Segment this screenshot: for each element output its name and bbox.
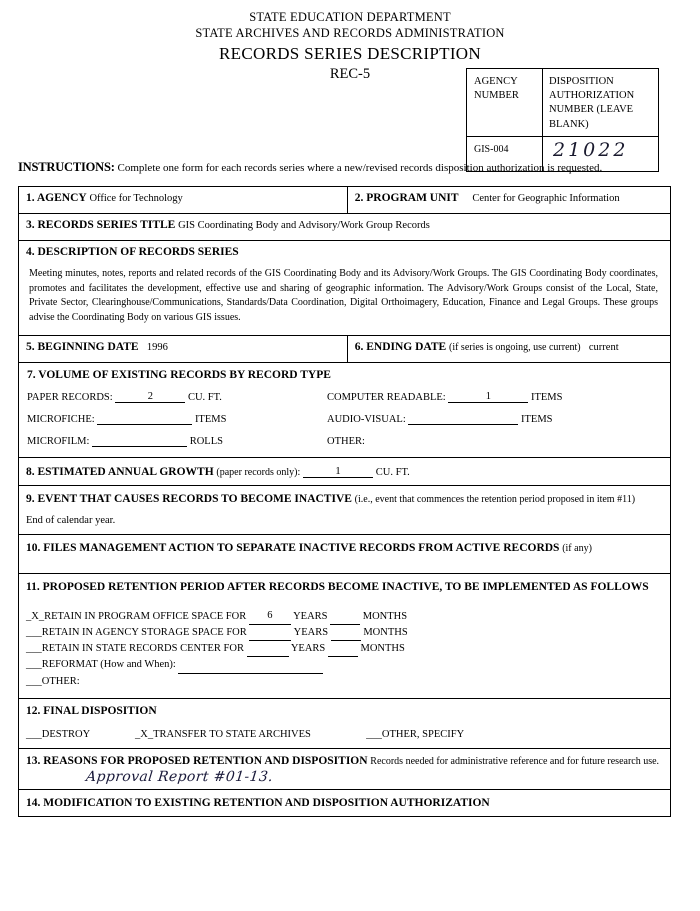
field-beginning-date[interactable] bbox=[19, 336, 348, 362]
option-text: RETAIN IN AGENCY STORAGE SPACE FOR bbox=[41, 626, 247, 638]
row-dates bbox=[19, 336, 670, 363]
agency-number-label: AGENCY NUMBER bbox=[467, 69, 543, 136]
computer-readable-value[interactable]: 1 bbox=[448, 391, 528, 403]
row-inactive-event bbox=[19, 486, 670, 535]
microfiche-unit: ITEMS bbox=[194, 414, 227, 425]
audio-visual-label: AUDIO-VISUAL: bbox=[327, 414, 406, 425]
field-program-unit[interactable] bbox=[348, 187, 670, 213]
item6-value: current bbox=[588, 342, 619, 353]
item2-label: 2. PROGRAM UNIT bbox=[354, 192, 459, 204]
option-text: RETAIN IN STATE RECORDS CENTER FOR bbox=[41, 643, 244, 655]
field-inactive-event[interactable] bbox=[19, 486, 670, 534]
volume-left bbox=[27, 436, 327, 447]
paper-records-unit: CU. FT. bbox=[187, 392, 222, 403]
other-volume-label: OTHER: bbox=[327, 436, 365, 447]
volume-right bbox=[327, 436, 662, 447]
option-years-unit: YEARS bbox=[290, 643, 326, 655]
instructions-text: Complete one form for each records series where a new/revised records disposition authorization is requested. bbox=[117, 162, 603, 174]
option-text: REFORMAT (How and When): bbox=[41, 659, 176, 671]
microfilm-label: MICROFILM: bbox=[27, 436, 90, 447]
item4-value: Meeting minutes, notes, reports and related records of the GIS Coordinating Body and its Advisory/Work Groups. The GIS Coordinating Body coordinates, promotes and facilitates the development, effective use and sharing of geographic information. The Advisory/Work Groups consist of the Local, State, Private Sector, Clearinghouse/Communications, Standards/Data Coordination, Digital Orthoimagery, Education, Finance and Legal Groups. These groups advise the Coordinating Body on various GIS issues. bbox=[29, 268, 658, 323]
option-years-unit: YEARS bbox=[293, 626, 329, 638]
item5-label: 5. BEGINNING DATE bbox=[26, 341, 139, 353]
retention-options bbox=[19, 596, 670, 698]
microfilm-value[interactable] bbox=[92, 446, 187, 447]
item13-label: 13. REASONS FOR PROPOSED RETENTION AND DISPOSITION bbox=[26, 754, 368, 767]
audio-visual-unit: ITEMS bbox=[521, 414, 553, 425]
option-mark[interactable]: _X_ bbox=[26, 610, 45, 622]
volume-left bbox=[27, 414, 327, 425]
other-disposition-mark[interactable]: ___ bbox=[366, 728, 382, 740]
agency-number-value: GIS-004 bbox=[467, 137, 543, 171]
retention-option[interactable] bbox=[26, 641, 662, 657]
item8-label: 8. ESTIMATED ANNUAL GROWTH bbox=[26, 466, 214, 478]
administration-line: STATE ARCHIVES AND RECORDS ADMINISTRATION bbox=[195, 26, 505, 40]
option-years-unit: YEARS bbox=[293, 610, 328, 622]
item13-value: Records needed for administrative reference and for future research use. bbox=[370, 755, 660, 767]
row-reasons bbox=[19, 749, 670, 790]
instructions bbox=[18, 160, 602, 175]
item6-label: 6. ENDING DATE bbox=[354, 341, 447, 353]
item10-label: 10. FILES MANAGEMENT ACTION TO SEPARATE INACTIVE RECORDS FROM ACTIVE RECORDS bbox=[26, 542, 560, 554]
disposition-number-value: 21022 bbox=[553, 138, 629, 161]
volume-row bbox=[27, 436, 662, 447]
item5-value: 1996 bbox=[146, 342, 168, 353]
volume-left bbox=[27, 391, 327, 403]
option-reformat-value[interactable] bbox=[178, 673, 323, 674]
item6-note: (if series is ongoing, use current) bbox=[448, 342, 581, 353]
option-years[interactable]: 6 bbox=[249, 608, 291, 625]
destroy-mark[interactable]: ___ bbox=[26, 728, 42, 740]
microfiche-value[interactable] bbox=[97, 424, 192, 425]
field-ending-date[interactable] bbox=[348, 336, 670, 362]
retention-option[interactable] bbox=[26, 657, 662, 673]
form-table bbox=[18, 186, 671, 817]
field-records-series-title[interactable] bbox=[19, 214, 670, 240]
field-agency[interactable] bbox=[19, 187, 348, 213]
item4-label-wrap bbox=[19, 241, 670, 258]
computer-readable-unit: ITEMS bbox=[530, 392, 563, 403]
volume-row bbox=[27, 391, 662, 403]
instructions-label: INSTRUCTIONS: bbox=[18, 160, 115, 174]
destroy-text: DESTROY bbox=[41, 728, 90, 740]
option-months-unit: MONTHS bbox=[362, 610, 408, 622]
item4-label: 4. DESCRIPTION OF RECORDS SERIES bbox=[26, 246, 239, 258]
field-description[interactable] bbox=[19, 241, 670, 335]
option-months-unit: MONTHS bbox=[363, 626, 408, 638]
field-modification[interactable] bbox=[19, 790, 670, 816]
item9-value: End of calendar year. bbox=[26, 515, 116, 526]
item11-label: 11. PROPOSED RETENTION PERIOD AFTER RECORDS BECOME INACTIVE, TO BE IMPLEMENTED AS FOLLOWS bbox=[26, 581, 649, 593]
item1-label: 1. AGENCY bbox=[26, 192, 87, 204]
item10-note: (if any) bbox=[562, 543, 592, 554]
item8-note: (paper records only): bbox=[216, 467, 301, 478]
department-line: STATE EDUCATION DEPARTMENT bbox=[249, 10, 451, 24]
disposition-number-label: DISPOSITION AUTHORIZATION NUMBER (LEAVE BLANK) bbox=[549, 76, 635, 130]
option-text: RETAIN IN PROGRAM OFFICE SPACE FOR bbox=[44, 610, 247, 622]
volume-row bbox=[27, 414, 662, 425]
microfilm-unit: ROLLS bbox=[189, 436, 223, 447]
row-files-management bbox=[19, 535, 670, 574]
item9-label: 9. EVENT THAT CAUSES RECORDS TO BECOME INACTIVE bbox=[26, 493, 352, 505]
item13-handwritten-note: Approval Report #01-13. bbox=[85, 768, 274, 785]
item7-label: 7. VOLUME OF EXISTING RECORDS BY RECORD TYPE bbox=[27, 369, 331, 381]
item9-note: (i.e., event that commences the retention period proposed in item #11) bbox=[354, 494, 636, 505]
row-series-title bbox=[19, 214, 670, 241]
transfer-mark[interactable]: _X_ bbox=[135, 728, 154, 740]
option-mark[interactable]: ___ bbox=[26, 643, 42, 655]
item8-unit: CU. FT. bbox=[375, 467, 410, 478]
item2-value: Center for Geographic Information bbox=[472, 193, 620, 204]
form-number: REC-5 bbox=[329, 66, 371, 82]
item12-label: 12. FINAL DISPOSITION bbox=[26, 704, 157, 717]
disposition-choices bbox=[19, 717, 670, 748]
item14-label: 14. MODIFICATION TO EXISTING RETENTION AND DISPOSITION AUTHORIZATION bbox=[26, 796, 490, 809]
computer-readable-label: COMPUTER READABLE: bbox=[327, 392, 446, 403]
field-annual-growth[interactable] bbox=[19, 458, 670, 485]
row-agency-program bbox=[19, 187, 670, 214]
document-title: RECORDS SERIES DESCRIPTION bbox=[219, 44, 481, 63]
option-mark[interactable]: ___ bbox=[26, 675, 42, 687]
other-disposition-text: OTHER, SPECIFY bbox=[381, 728, 465, 740]
paper-records-value[interactable]: 2 bbox=[115, 391, 185, 403]
paper-records-label: PAPER RECORDS: bbox=[27, 392, 113, 403]
item8-value[interactable]: 1 bbox=[303, 465, 373, 478]
row-description bbox=[19, 241, 670, 336]
option-mark[interactable]: ___ bbox=[26, 659, 42, 671]
option-mark[interactable]: ___ bbox=[26, 626, 42, 638]
microfiche-label: MICROFICHE: bbox=[27, 414, 95, 425]
item3-value: GIS Coordinating Body and Advisory/Work Group Records bbox=[178, 220, 430, 231]
row-volume bbox=[19, 363, 670, 458]
retention-option[interactable] bbox=[26, 674, 662, 690]
retention-option[interactable] bbox=[26, 608, 662, 625]
transfer-text: TRANSFER TO STATE ARCHIVES bbox=[153, 728, 311, 740]
field-files-management[interactable] bbox=[19, 535, 670, 573]
option-text: OTHER: bbox=[41, 675, 80, 687]
audio-visual-value[interactable] bbox=[408, 424, 518, 425]
item3-label: 3. RECORDS SERIES TITLE bbox=[26, 219, 176, 231]
volume-right bbox=[327, 391, 662, 403]
row-modification bbox=[19, 790, 670, 816]
agency-disposition-box bbox=[466, 68, 659, 172]
option-months-unit: MONTHS bbox=[360, 643, 405, 655]
row-retention-period bbox=[19, 574, 670, 699]
item1-value: Office for Technology bbox=[89, 193, 183, 204]
field-reasons[interactable] bbox=[19, 749, 670, 789]
row-final-disposition bbox=[19, 699, 670, 749]
volume-right bbox=[327, 414, 662, 425]
field-retention-period[interactable] bbox=[19, 574, 670, 698]
field-final-disposition[interactable] bbox=[19, 699, 670, 748]
row-annual-growth bbox=[19, 458, 670, 486]
field-volume[interactable] bbox=[19, 363, 670, 457]
retention-option[interactable] bbox=[26, 625, 662, 641]
option-months[interactable] bbox=[328, 656, 358, 657]
